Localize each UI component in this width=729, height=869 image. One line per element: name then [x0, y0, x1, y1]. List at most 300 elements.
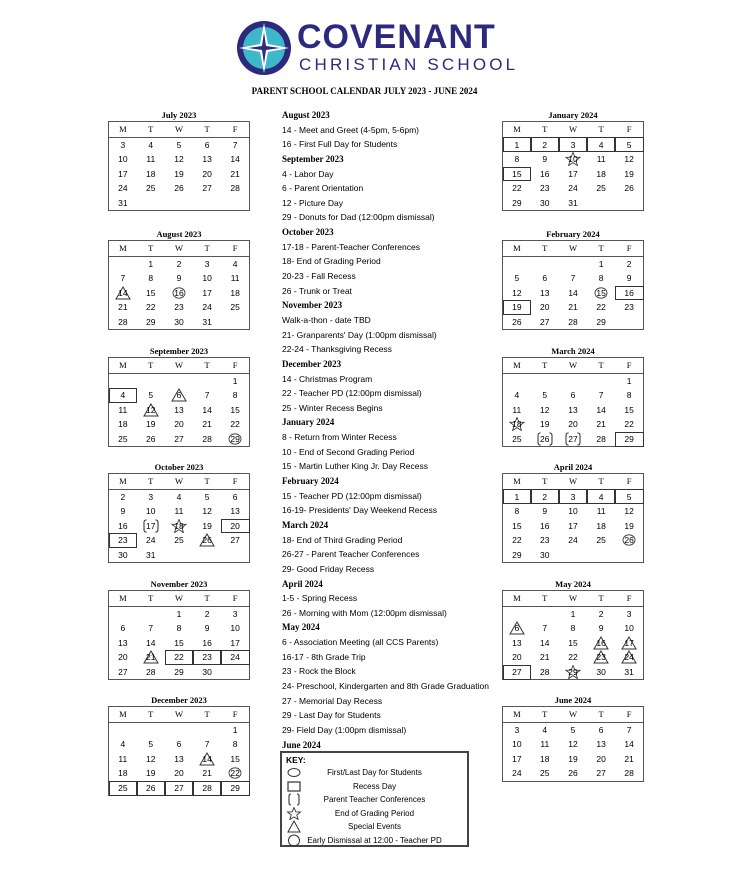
event-item: 26 - Trunk or Treat — [282, 285, 352, 296]
day-cell — [221, 489, 249, 504]
week-row — [109, 181, 250, 196]
day-number: 20 — [230, 520, 240, 531]
weekday-header: W — [165, 474, 193, 490]
day-number: 5 — [542, 390, 548, 401]
event-month-heading: October 2023 — [282, 227, 334, 238]
day-cell — [165, 489, 193, 504]
day-cell — [165, 256, 193, 271]
day-cell — [559, 606, 587, 621]
day-cell — [221, 196, 249, 211]
month-title: December 2023 — [151, 695, 207, 705]
day-cell — [137, 137, 165, 152]
day-number: 13 — [174, 404, 184, 415]
day-cell — [165, 636, 193, 651]
day-cell — [587, 167, 615, 182]
weekday-header: M — [503, 707, 531, 723]
event-item: 26-27 - Parent Teacher Conferences — [282, 549, 420, 560]
day-cell — [559, 388, 587, 403]
day-number: 23 — [540, 183, 550, 194]
day-number: 26 — [146, 433, 156, 444]
day-cell — [109, 650, 137, 665]
day-cell — [137, 752, 165, 767]
day-number: 18 — [118, 419, 128, 430]
day-cell — [109, 781, 137, 796]
day-number: 14 — [230, 154, 240, 165]
day-cell — [587, 636, 615, 651]
day-number: 28 — [202, 433, 212, 444]
day-number: 24 — [512, 768, 522, 779]
event-item: 18- End of Grading Period — [282, 256, 381, 267]
key-label: Parent Teacher Conferences — [323, 795, 426, 805]
week-row — [109, 300, 250, 315]
week-row — [109, 621, 250, 636]
day-cell — [559, 650, 587, 665]
event-item: 25 - Winter Recess Begins — [282, 402, 383, 413]
event-month-heading: November 2023 — [282, 300, 343, 311]
day-number: 2 — [204, 608, 210, 619]
day-number: 18 — [512, 419, 522, 430]
day-cell — [503, 300, 531, 315]
day-number: 14 — [146, 637, 156, 648]
day-number: 18 — [118, 768, 128, 779]
day-cell — [165, 781, 193, 796]
day-number: 16 — [540, 168, 550, 179]
day-number: 28 — [146, 666, 156, 677]
week-row — [109, 137, 250, 152]
day-number: 29 — [230, 782, 240, 793]
day-cell — [559, 432, 587, 447]
month-title: August 2023 — [156, 229, 202, 239]
day-number: 21 — [624, 753, 634, 764]
day-number: 7 — [204, 739, 210, 750]
day-number: 13 — [118, 637, 128, 648]
day-number: 1 — [232, 724, 238, 735]
day-number: 15 — [230, 753, 240, 764]
day-number: 25 — [540, 768, 550, 779]
day-cell — [503, 504, 531, 519]
week-row — [503, 167, 644, 182]
day-cell — [109, 504, 137, 519]
day-cell — [165, 737, 193, 752]
month-grid — [108, 473, 250, 563]
day-cell — [109, 752, 137, 767]
day-cell — [193, 196, 221, 211]
day-cell — [221, 548, 249, 563]
weekday-header: W — [165, 122, 193, 138]
day-number: 1 — [570, 608, 576, 619]
day-number: 15 — [624, 404, 634, 415]
day-cell — [193, 152, 221, 167]
day-number: 19 — [202, 520, 212, 531]
day-cell — [193, 489, 221, 504]
day-number: 6 — [598, 724, 604, 735]
day-number: 11 — [146, 154, 156, 165]
week-row — [503, 722, 644, 737]
day-number: 1 — [176, 608, 182, 619]
event-item: 6 - Association Meeting (all CCS Parents) — [282, 637, 439, 648]
day-cell — [109, 315, 137, 330]
key-label: Special Events — [348, 822, 401, 832]
day-cell — [165, 286, 193, 301]
weekday-header: T — [137, 241, 165, 257]
week-row — [109, 636, 250, 651]
day-cell — [193, 300, 221, 315]
day-cell — [559, 256, 587, 271]
day-cell — [137, 621, 165, 636]
event-item: 22 - Teacher PD (12:00pm dismissal) — [282, 388, 422, 399]
day-number: 5 — [570, 724, 576, 735]
day-cell — [615, 766, 643, 781]
day-number: 12 — [624, 154, 634, 165]
day-cell — [193, 432, 221, 447]
triangle-icon — [286, 820, 302, 833]
day-number: 26 — [146, 782, 156, 793]
day-cell — [531, 373, 559, 388]
week-row — [503, 519, 644, 534]
day-number: 16 — [624, 287, 634, 298]
day-cell — [587, 519, 615, 534]
day-number: 26 — [624, 535, 634, 546]
day-cell — [503, 533, 531, 548]
day-number: 18 — [230, 287, 240, 298]
day-cell — [165, 504, 193, 519]
event-month-heading: September 2023 — [282, 153, 344, 164]
event-item: 21- Granparents' Day (1:00pm dismissal) — [282, 329, 437, 340]
day-cell — [221, 417, 249, 432]
day-number: 29 — [230, 433, 240, 444]
month-calendar — [108, 694, 250, 796]
day-cell — [615, 388, 643, 403]
day-number: 2 — [542, 139, 548, 150]
week-row — [109, 722, 250, 737]
week-row — [503, 621, 644, 636]
weekday-header: T — [193, 707, 221, 723]
day-cell — [559, 766, 587, 781]
day-number: 28 — [118, 316, 128, 327]
day-number: 6 — [514, 623, 520, 634]
day-number: 7 — [542, 623, 548, 634]
day-number: 12 — [512, 287, 522, 298]
weekday-header: W — [559, 591, 587, 607]
day-number: 8 — [232, 390, 238, 401]
week-row — [109, 504, 250, 519]
key-label: Recess Day — [352, 781, 397, 791]
day-cell — [531, 403, 559, 418]
day-cell — [559, 152, 587, 167]
day-number: 22 — [596, 302, 606, 313]
week-row — [503, 181, 644, 196]
day-cell — [109, 621, 137, 636]
day-cell — [531, 181, 559, 196]
month-calendar — [108, 345, 250, 447]
month-grid — [502, 590, 644, 680]
day-cell — [615, 432, 643, 447]
day-cell — [109, 737, 137, 752]
day-number: 22 — [174, 652, 184, 663]
month-title: April 2024 — [553, 462, 593, 472]
event-item: 23 - Rock the Block — [282, 666, 356, 677]
day-cell — [559, 737, 587, 752]
day-number: 17 — [146, 520, 156, 531]
day-cell — [531, 137, 559, 152]
day-cell — [615, 650, 643, 665]
day-cell — [587, 403, 615, 418]
day-cell — [221, 167, 249, 182]
day-cell — [109, 519, 137, 534]
day-number: 28 — [568, 316, 578, 327]
day-number: 14 — [202, 404, 212, 415]
day-number: 8 — [626, 390, 632, 401]
day-number: 12 — [174, 154, 184, 165]
month-title: February 2024 — [546, 229, 600, 239]
day-number: 27 — [118, 666, 128, 677]
day-cell — [165, 606, 193, 621]
day-cell — [587, 196, 615, 211]
day-number: 4 — [542, 724, 548, 735]
day-cell — [531, 737, 559, 752]
key-label: Early Dismissal at 12:00 - Teacher PD — [307, 836, 442, 845]
day-cell — [109, 300, 137, 315]
key-item — [282, 793, 467, 806]
day-number: 21 — [146, 652, 156, 663]
day-number: 26 — [568, 768, 578, 779]
day-number: 9 — [542, 154, 548, 165]
day-number: 13 — [202, 154, 212, 165]
day-number: 7 — [626, 724, 632, 735]
event-item: 20-23 - Fall Recess — [282, 271, 356, 282]
week-row — [109, 152, 250, 167]
day-number: 31 — [568, 197, 578, 208]
weekday-header: T — [587, 707, 615, 723]
day-number: 23 — [596, 652, 606, 663]
day-number: 2 — [176, 258, 182, 269]
day-number: 23 — [202, 652, 212, 663]
day-cell — [137, 286, 165, 301]
day-number: 18 — [174, 520, 184, 531]
day-number: 3 — [204, 258, 210, 269]
weekday-header: W — [559, 358, 587, 374]
event-item: 6 - Parent Orientation — [282, 183, 364, 194]
day-number: 2 — [542, 491, 548, 502]
day-number: 11 — [118, 404, 128, 415]
day-cell — [615, 300, 643, 315]
day-cell — [531, 621, 559, 636]
day-cell — [221, 621, 249, 636]
weekday-header: W — [165, 358, 193, 374]
day-number: 11 — [596, 154, 606, 165]
day-number: 7 — [232, 139, 238, 150]
day-cell — [165, 417, 193, 432]
weekday-header: M — [109, 474, 137, 490]
day-number: 14 — [596, 404, 606, 415]
day-number: 1 — [232, 375, 238, 386]
day-cell — [193, 533, 221, 548]
day-cell — [559, 621, 587, 636]
day-cell — [165, 137, 193, 152]
day-cell — [221, 722, 249, 737]
day-cell — [559, 752, 587, 767]
event-item: 8 - Return from Winter Recess — [282, 432, 397, 443]
day-cell — [221, 286, 249, 301]
day-cell — [531, 504, 559, 519]
day-number: 5 — [148, 739, 154, 750]
day-cell — [615, 519, 643, 534]
day-number: 7 — [570, 273, 576, 284]
day-cell — [587, 432, 615, 447]
day-number: 13 — [568, 404, 578, 415]
day-number: 6 — [232, 491, 238, 502]
day-cell — [137, 766, 165, 781]
day-number: 3 — [514, 724, 520, 735]
day-cell — [559, 373, 587, 388]
day-cell — [137, 388, 165, 403]
day-cell — [615, 417, 643, 432]
weekday-header: T — [193, 241, 221, 257]
day-number: 28 — [202, 782, 212, 793]
day-cell — [559, 636, 587, 651]
weekday-header: T — [137, 358, 165, 374]
day-cell — [559, 504, 587, 519]
weekday-header: F — [615, 707, 643, 723]
day-cell — [193, 504, 221, 519]
day-cell — [615, 533, 643, 548]
day-number: 20 — [174, 768, 184, 779]
month-grid — [502, 240, 644, 330]
day-number: 21 — [540, 652, 550, 663]
month-grid — [502, 357, 644, 447]
day-number: 19 — [146, 768, 156, 779]
event-item: 16-17 - 8th Grade Trip — [282, 651, 366, 662]
day-cell — [503, 256, 531, 271]
day-cell — [587, 650, 615, 665]
day-number: 11 — [540, 739, 550, 750]
day-cell — [531, 388, 559, 403]
weekday-header: T — [137, 707, 165, 723]
star-icon — [286, 807, 302, 820]
day-number: 12 — [146, 753, 156, 764]
day-number: 16 — [540, 520, 550, 531]
day-cell — [503, 137, 531, 152]
event-month-heading: March 2024 — [282, 519, 329, 530]
weekday-header: M — [503, 591, 531, 607]
day-cell — [165, 152, 193, 167]
day-number: 11 — [596, 506, 606, 517]
event-month-heading: August 2023 — [282, 110, 330, 120]
day-cell — [137, 271, 165, 286]
day-cell — [221, 519, 249, 534]
day-cell — [137, 432, 165, 447]
day-number: 23 — [624, 302, 634, 313]
day-cell — [109, 373, 137, 388]
day-cell — [137, 256, 165, 271]
day-cell — [559, 403, 587, 418]
day-number: 24 — [146, 535, 156, 546]
day-cell — [587, 737, 615, 752]
week-row — [109, 781, 250, 796]
day-cell — [615, 636, 643, 651]
day-cell — [193, 181, 221, 196]
week-row — [109, 403, 250, 418]
day-number: 29 — [512, 549, 522, 560]
day-number: 19 — [146, 419, 156, 430]
day-number: 12 — [202, 506, 212, 517]
day-cell — [221, 152, 249, 167]
day-number: 14 — [118, 287, 128, 298]
day-cell — [221, 181, 249, 196]
day-number: 21 — [202, 419, 212, 430]
day-number: 29 — [596, 316, 606, 327]
day-cell — [615, 737, 643, 752]
day-number: 18 — [540, 753, 550, 764]
day-number: 6 — [570, 390, 576, 401]
day-number: 13 — [540, 287, 550, 298]
key-title: KEY: — [286, 755, 306, 765]
key-item — [282, 807, 467, 820]
event-item: 24- Preschool, Kindergarten and 8th Grade Graduation — [282, 680, 489, 691]
day-number: 6 — [120, 623, 126, 634]
day-number: 14 — [624, 739, 634, 750]
day-cell — [531, 519, 559, 534]
day-number: 18 — [146, 168, 156, 179]
day-number: 10 — [512, 739, 522, 750]
event-item: 22-24 - Thanksgiving Recess — [282, 344, 392, 355]
event-month-heading: January 2024 — [282, 417, 335, 428]
weekday-header: T — [137, 122, 165, 138]
day-number: 25 — [174, 535, 184, 546]
day-number: 15 — [568, 637, 578, 648]
page-title: PARENT SCHOOL CALENDAR JULY 2023 - JUNE 2024 — [251, 86, 478, 96]
week-row — [109, 548, 250, 563]
week-row — [503, 432, 644, 447]
event-item: Walk-a-thon - date TBD — [282, 314, 371, 325]
day-number: 12 — [624, 506, 634, 517]
month-title: July 2023 — [161, 110, 197, 120]
weekday-header: T — [587, 591, 615, 607]
day-number: 4 — [514, 390, 520, 401]
day-cell — [193, 403, 221, 418]
event-item: 26 - Morning with Mom (12:00pm dismissal) — [282, 607, 447, 618]
day-number: 20 — [568, 419, 578, 430]
day-number: 12 — [540, 404, 550, 415]
day-cell — [165, 388, 193, 403]
day-number: 8 — [514, 506, 520, 517]
day-cell — [165, 167, 193, 182]
event-item: 4 - Labor Day — [282, 168, 334, 179]
week-row — [503, 373, 644, 388]
month-title: September 2023 — [149, 346, 209, 356]
day-cell — [531, 636, 559, 651]
day-cell — [503, 315, 531, 330]
month-title: May 2024 — [555, 579, 591, 589]
day-cell — [137, 181, 165, 196]
day-number: 15 — [512, 520, 522, 531]
day-number: 3 — [570, 139, 576, 150]
day-cell — [137, 636, 165, 651]
week-row — [109, 737, 250, 752]
week-row — [109, 271, 250, 286]
day-number: 31 — [624, 666, 634, 677]
day-cell — [531, 286, 559, 301]
event-item: 10 - End of Second Grading Period — [282, 446, 415, 457]
day-cell — [587, 752, 615, 767]
day-number: 24 — [624, 652, 634, 663]
day-cell — [559, 137, 587, 152]
day-cell — [531, 606, 559, 621]
day-number: 21 — [118, 302, 128, 313]
day-cell — [193, 766, 221, 781]
day-number: 31 — [146, 549, 156, 560]
day-cell — [503, 271, 531, 286]
